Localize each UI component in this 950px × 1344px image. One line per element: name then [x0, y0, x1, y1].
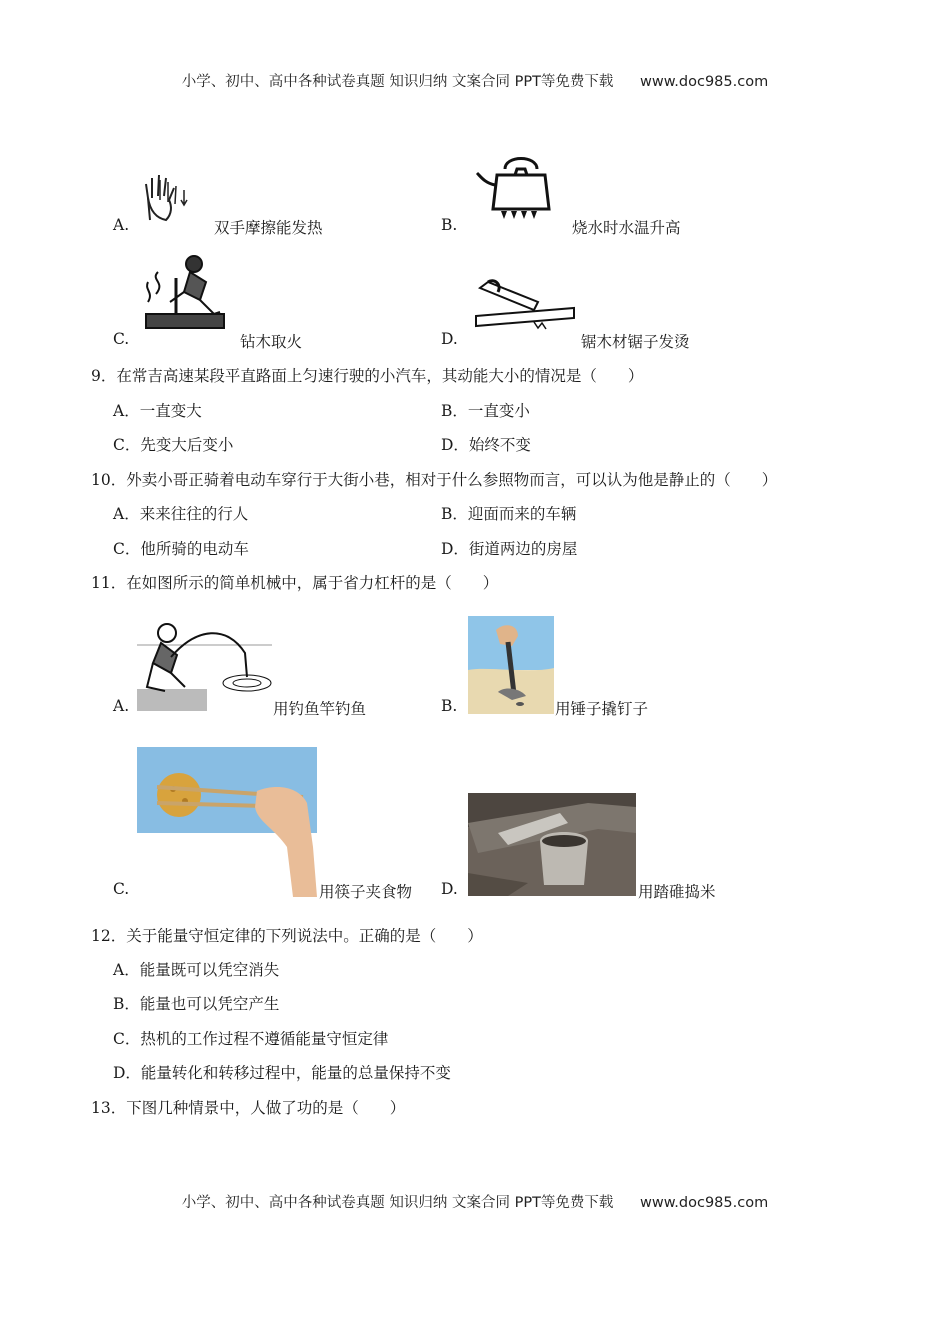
footer-text: 小学、初中、高中各种试卷真题 知识归纳 文案合同 PPT等免费下载 — [181, 1195, 614, 1211]
q9-option-c[interactable]: C．先变大后变小 — [113, 436, 234, 454]
q12-option-d[interactable]: D．能量转化和转移过程中，能量的总量保持不变 — [113, 1064, 451, 1082]
q8-option-a-text: 双手摩擦能发热 — [214, 219, 323, 237]
q11-option-c-text: 用筷子夹食物 — [319, 883, 413, 901]
q11-option-b[interactable] — [441, 697, 457, 715]
q12-option-a[interactable]: A．能量既可以凭空消失 — [113, 961, 280, 979]
q8-option-a[interactable] — [113, 216, 129, 234]
q8-option-c-letter: C. — [113, 330, 130, 348]
q8-option-d-letter: D. — [441, 330, 458, 348]
q10-stem: 10．外卖小哥正骑着电动车穿行于大街小巷，相对于什么参照物而言，可以认为他是静止的（ ） — [91, 471, 778, 489]
q12-option-b[interactable]: B．能量也可以凭空产生 — [113, 995, 280, 1013]
saw-wood-image — [474, 278, 578, 338]
q9-option-a[interactable]: A．一直变大 — [113, 402, 202, 420]
header-site: www.doc985.com — [640, 74, 769, 90]
q8-option-b-text: 烧水时水温升高 — [572, 219, 681, 237]
q11-option-b-letter: B. — [441, 697, 458, 715]
q9-option-d[interactable]: D．始终不变 — [441, 436, 531, 454]
q9-stem: 9．在常吉高速某段平直路面上匀速行驶的小汽车，其动能大小的情况是（ ） — [91, 367, 644, 385]
page-footer — [0, 1191, 950, 1212]
rubbing-hands-image — [138, 170, 194, 226]
q11-option-d-letter: D. — [441, 880, 458, 898]
fishing-rod-image — [137, 617, 272, 713]
q11-stem: 11．在如图所示的简单机械中，属于省力杠杆的是（ ） — [91, 574, 499, 592]
q10-option-a[interactable]: A．来来往往的行人 — [113, 505, 249, 523]
q11-option-c-letter: C. — [113, 880, 130, 898]
q10-option-d[interactable]: D．街道两边的房屋 — [441, 540, 578, 558]
q10-option-c[interactable]: C．他所骑的电动车 — [113, 540, 249, 558]
q9-option-b[interactable]: B．一直变小 — [441, 402, 530, 420]
footer-site: www.doc985.com — [640, 1195, 769, 1211]
q8-option-b-letter: B. — [441, 216, 458, 234]
q8-option-c[interactable] — [113, 330, 129, 348]
q11-option-d-text: 用踏碓捣米 — [638, 883, 716, 901]
q11-option-b-text: 用锤子撬钉子 — [555, 700, 649, 718]
q10-option-b[interactable]: B．迎面而来的车辆 — [441, 505, 577, 523]
q8-option-b[interactable] — [441, 216, 457, 234]
q8-option-c-text: 钻木取火 — [240, 333, 303, 351]
q12-stem: 12．关于能量守恒定律的下列说法中。正确的是（ ） — [91, 927, 483, 945]
q11-option-d[interactable] — [441, 880, 458, 898]
q11-option-a-text: 用钓鱼竿钓鱼 — [273, 700, 367, 718]
chopsticks-image — [137, 747, 317, 897]
kettle-image — [475, 153, 560, 223]
q11-option-c[interactable] — [113, 880, 129, 898]
drilling-fire-image — [140, 252, 230, 336]
q8-option-d-text: 锯木材锯子发烫 — [581, 333, 690, 351]
q11-option-a-letter: A. — [113, 697, 130, 715]
q11-option-a[interactable] — [113, 697, 129, 715]
page-header — [0, 70, 950, 91]
header-text: 小学、初中、高中各种试卷真题 知识归纳 文案合同 PPT等免费下载 — [181, 74, 614, 90]
treadle-pestle-image — [468, 793, 636, 896]
q13-stem: 13．下图几种情景中，人做了功的是（ ） — [91, 1099, 406, 1117]
hammer-nail-image — [468, 616, 554, 714]
q8-option-d[interactable] — [441, 330, 458, 348]
q8-option-a-letter: A. — [113, 216, 130, 234]
q12-option-c[interactable]: C．热机的工作过程不遵循能量守恒定律 — [113, 1030, 389, 1048]
